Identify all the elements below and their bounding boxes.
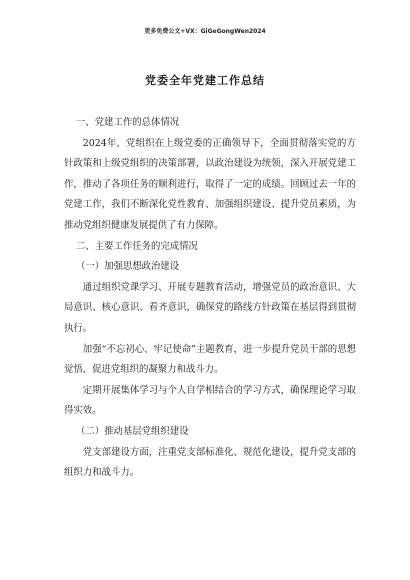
subsection-heading: （二）推动基层党组织建设: [76, 425, 189, 437]
paragraph: 定期开展集体学习与个人自学相结合的学习方式，确保理论学习取得实效。: [64, 384, 356, 417]
paragraph: 2024年，党组织在上级党委的正确领导下，全面贯彻落实党的方针政策和上级党组织的决策部署，以政治建设为统领，深入开展党建工作，推动了各项任务的顺利进行，取得了一定的成绩。回顾过去一年的党建工作，我们不断深化党性教育、加强组织建设、提升党员素质，为推动党组织健康发展提供了有力保障。: [64, 137, 356, 231]
paragraph: 加强“不忘初心、牢记使命”主题教育，进一步提升党员干部的思想觉悟，促进党组织的凝聚力和战斗力。: [64, 343, 356, 376]
paragraph: 党支部建设方面，注重党支部标准化、规范化建设，提升党支部的组织力和战斗力。: [64, 446, 356, 479]
section-heading: 一、党建工作的总体情况: [76, 117, 180, 128]
document-title: 党委全年党建工作总结: [145, 74, 265, 87]
subsection-heading: （一）加强思想政治建设: [76, 261, 180, 273]
document-body: [64, 113, 356, 484]
header-note: 更多免费公文+VX：GiGeGongWen2024: [144, 28, 266, 35]
section-heading: 二、主要工作任务的完成情况: [76, 240, 198, 252]
paragraph: 通过组织党课学习、开展专题教育活动，增强党员的政治意识、大局意识、核心意识、看齐意识，确保党的路线方针政策在基层得到贯彻执行。: [64, 281, 356, 334]
